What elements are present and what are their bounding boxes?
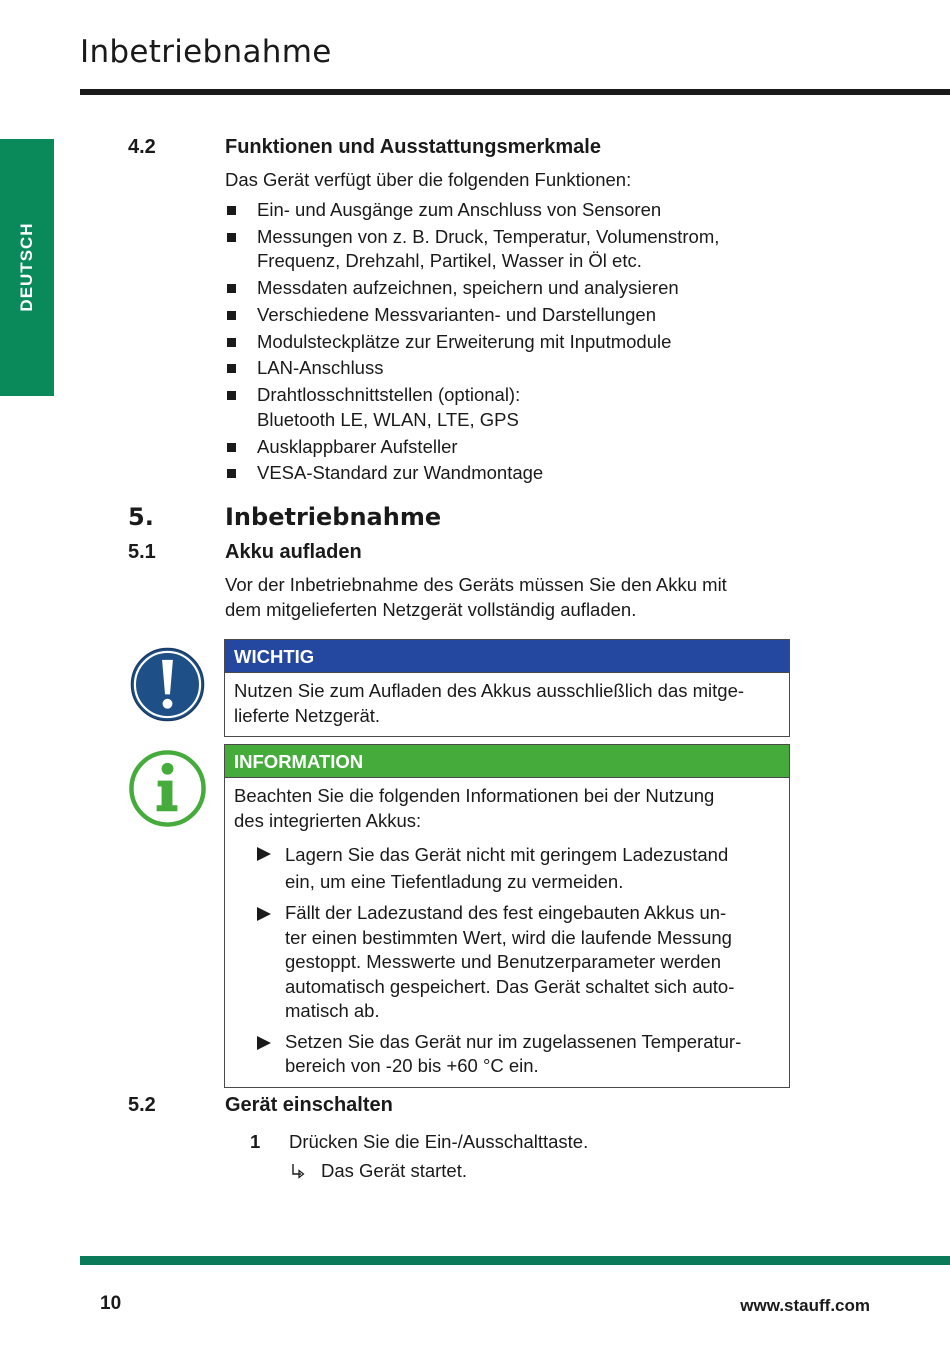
info-text-line: ein, um eine Tiefentladung zu vermeiden. (285, 871, 624, 892)
section-5-2-number: 5.2 (128, 1094, 156, 1116)
information-list (234, 841, 780, 1079)
wichtig-box-body (225, 673, 789, 736)
page-title: Inbetriebnahme (80, 34, 332, 70)
website-url: www.stauff.com (740, 1296, 870, 1315)
feature-text: LAN-Anschluss (257, 357, 384, 379)
list-item (225, 435, 795, 460)
information-box-header: INFORMATION (225, 745, 789, 778)
box-text-line: des integrierten Akkus: (234, 809, 422, 831)
list-item (225, 276, 795, 301)
list-item (234, 1030, 780, 1079)
list-item (225, 225, 795, 274)
wichtig-box-header: WICHTIG (225, 640, 789, 673)
feature-text: Messungen von z. B. Druck, Temperatur, Volumenstrom, (257, 225, 720, 247)
feature-list (225, 198, 795, 488)
information-box (224, 744, 790, 1088)
feature-text: Drahtlosschnittstellen (optional): (257, 384, 521, 406)
info-text-line: Setzen Sie das Gerät nur im zugelassenen Temperatur- (285, 1030, 742, 1052)
section-5-2-title: Gerät einschalten (225, 1094, 393, 1116)
information-box-body (225, 778, 789, 1087)
section-5-1-title: Akku aufladen (225, 541, 362, 563)
exclamation-icon (130, 647, 205, 722)
result-arrow-icon (289, 1163, 307, 1181)
feature-text: Frequenz, Drehzahl, Partikel, Wasser in Öl etc. (257, 250, 642, 272)
info-icon (128, 749, 207, 828)
language-tab-label: DEUTSCH (17, 222, 36, 312)
info-text-line: automatisch gespeichert. Das Gerät schaltet sich auto- (285, 975, 735, 997)
section-4-2-intro: Das Gerät verfügt über die folgenden Funktionen: (225, 169, 632, 190)
feature-text: Ausklappbarer Aufsteller (257, 435, 458, 457)
feature-text: VESA-Standard zur Wandmontage (257, 462, 544, 484)
box-text-line: lieferte Netzgerät. (234, 704, 381, 726)
step-text: Drücken Sie die Ein-/Ausschalttaste. (289, 1131, 589, 1152)
info-text-line: matisch ab. (285, 1000, 380, 1021)
list-item (225, 356, 795, 381)
feature-text: Bluetooth LE, WLAN, LTE, GPS (257, 408, 519, 430)
list-item (225, 461, 795, 486)
list-item (225, 330, 795, 355)
title-rule (80, 89, 950, 95)
paragraph-line: dem mitgelieferten Netzgerät vollständig aufladen. (225, 598, 637, 620)
section-4-2-title: Funktionen und Ausstattungsmerkmale (225, 136, 601, 158)
box-text-line: Nutzen Sie zum Aufladen des Akkus ausschließlich das mitge- (234, 680, 745, 701)
section-4-2-number: 4.2 (128, 136, 156, 158)
wichtig-box (224, 639, 790, 737)
info-text-line: gestoppt. Messwerte und Benutzerparameter werden (285, 951, 722, 972)
list-item (234, 901, 780, 1024)
feature-text: Ein- und Ausgänge zum Anschluss von Sensoren (257, 199, 662, 220)
step-number: 1 (250, 1131, 261, 1152)
info-text-line: Lagern Sie das Gerät nicht mit geringem Ladezustand (285, 844, 729, 865)
paragraph-line: Vor der Inbetriebnahme des Geräts müssen Sie den Akku mit (225, 574, 727, 595)
list-item (225, 383, 795, 432)
info-text-line: Fällt der Ladezustand des fest eingebauten Akkus un- (285, 902, 727, 923)
footer-rule (80, 1256, 950, 1265)
box-text-line: Beachten Sie die folgenden Informationen bei der Nutzung (234, 785, 715, 806)
feature-text: Messdaten aufzeichnen, speichern und analysieren (257, 277, 679, 299)
feature-text: Modulsteckplätze zur Erweiterung mit Inputmodule (257, 330, 672, 352)
feature-text: Verschiedene Messvarianten- und Darstellungen (257, 303, 657, 325)
list-item (225, 198, 795, 223)
result-text: Das Gerät startet. (321, 1160, 467, 1181)
section-5-1-number: 5.1 (128, 541, 156, 563)
page-number: 10 (100, 1293, 122, 1314)
section-5-1-text (225, 573, 795, 622)
info-text-line: bereich von -20 bis +60 °C ein. (285, 1055, 539, 1076)
section-5-number: 5. (128, 503, 154, 531)
list-item (225, 303, 795, 328)
section-5-title: Inbetriebnahme (225, 503, 442, 531)
info-text-line: ter einen bestimmten Wert, wird die laufende Messung (285, 926, 732, 948)
list-item (234, 841, 780, 895)
